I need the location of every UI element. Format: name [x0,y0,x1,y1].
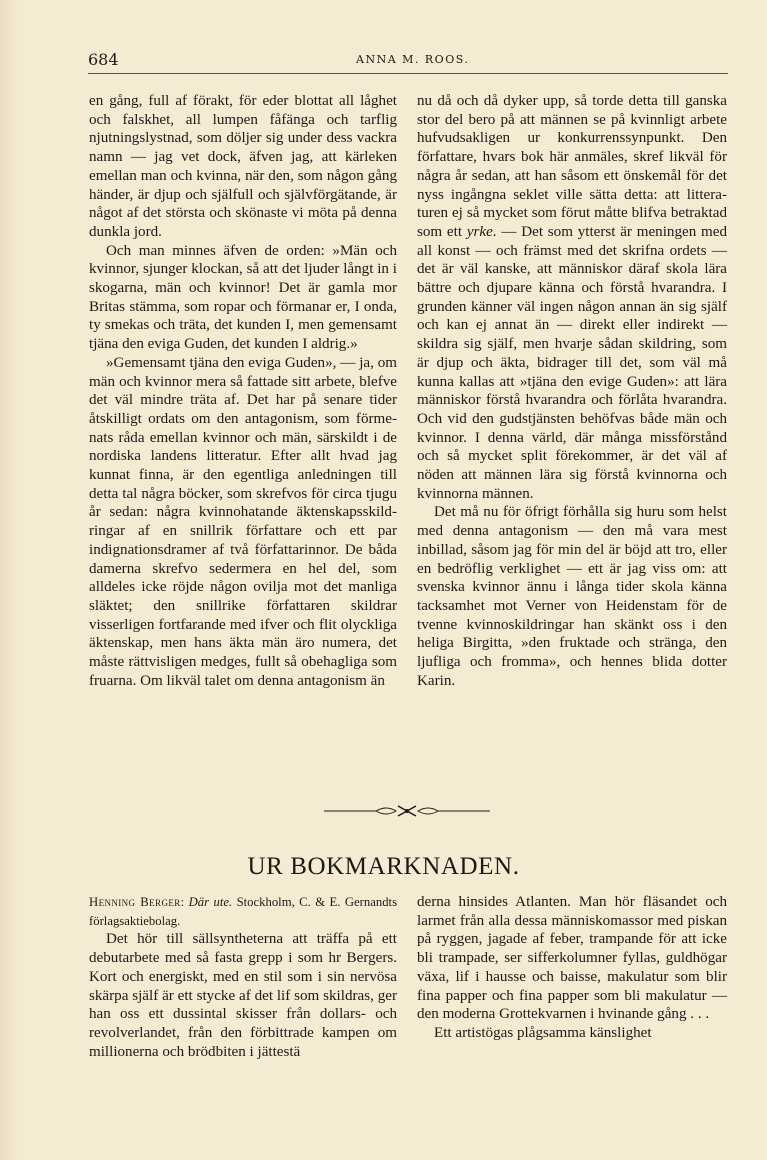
review-left-column [89,893,397,1061]
article-right-column [417,92,727,691]
section-divider-ornament [324,803,490,819]
page-header [88,50,728,72]
emphasized-word: yrke [466,223,493,240]
review-author: Henning Berger [89,895,181,909]
paragraph-text: . — Det som ytterst är meningen med all konst — och främst med det skrifna ordets — det är väl kanske, att människor däraf skola lära bättre och djupare känna och förstå hvarandra. I grunden känner väl ingen någon annan än sig själf och kan ej annat än — direkt eller indirekt — skildra sig själf, men hvarje sådan skildring, som är djup och äkta, bidrager till det, som väl må kunna kallas att »tjäna den evige Guden»: att lära människor förstå hvarandra och förlåta hvarandra. Och vid den gudstjänsten behöfvas både män och kvinnor. I denna värld, där många missförstånd och så mycket split förekommer, är det väl af nöden att männen lära sig förstå kvinnorna och kvinnorna männen. [417,223,728,502]
review-paragraph: derna hinsides Atlanten. Man hör fläsandet och larmet från alla dessa människomassor med piskan på ryggen, jagade af feber, trampande för att icke bli trampade, ser sifferkolumner fyllas, guldhögar växa, lif i hausse och baisse, makulatur som blir fina papper och fina papper som bli makulatur — den moderna Grottekvarnen i hvinande gång . . . [417,894,727,1023]
header-rule [88,73,728,74]
article-paragraph: »Gemensamt tjäna den eviga Guden», — ja, om män och kvinnor mera så fattade sitt arbete, blefve det väl mindre träta af. Det har på senare tider åtskilligt ordats om den antagonism, som förmenats råda emellan kvinnor och män, särskildt i de nordiska landens litteratur. Efter allt hvad jag kunnat finna, är den egentliga anledningen till detta tal några böcker, som skrefvos för circa tjugu år sedan: några kvinnohatande äktenskapsskildringar af en snillrik författare och ett par indignationsdramer af två författarinnor. De båda damerna skrefvo sedermera en hel del, som alldeles icke röjde någon ovilja mot det manliga släktet; den snillrike författaren skildrar visserligen fortfarande med ifver och flit olyckliga äktenskap, men hans äkta män äro numera, det måste rättvisligen medges, fullt så obehagliga som fruarna. Om likväl talet om denna antagonism än [89,354,397,689]
review-paragraph: Det hör till sällsyntheterna att träffa på ett debutarbete med så fasta grepp i som hr Bergers. Kort och energiskt, med en stil som i sin nervösa skärpa själf är ett stycke af det lif som skildras, ger han oss ett dussintal skisser från dollars- och revolverlandet, från den förbittrade kampen om millionerna och brödbiten i jättestä [89,931,397,1060]
review-right-column [417,893,727,1043]
article-paragraph: en gång, full af förakt, för eder blottat all låghet och falskhet, all lumpen fåfänga och tarflig njutningslystnad, som döljer sig under dess vackra namn — jag vet dock, äfven jag, att kärleken emellan man och kvinna, när den, som någon gång händer, är djup och själfull och självförgätande, är något af det största och skönaste vi möta på denna dunkla jord. [89,93,397,240]
section-title: UR BOKMARKNADEN. [247,853,520,880]
review-book-title: Där ute. [188,895,233,909]
article-paragraph: Det må nu för öfrigt förhålla sig huru som helst med denna antagonism — den må vara mest inbillad, såsom jag för min del är böjd att tro, eller en bedröflig verklighet — ett är jag viss om: att svenska kvinnor ännu i långa tider skola känna tacksamhet mot Verner von Heidenstam för de tvenne kvinnoskildringar han skänkt oss i den heliga Birgitta, »den fruktade och stränga, den ljufliga och fromma», och hennes blida dotter Karin. [417,504,727,689]
page-edge-shadow [0,0,18,1160]
article-paragraph: Och man minnes äfven de orden: »Män och kvinnor, sjunger klockan, så att det ljuder långt in i skogarna, män och kvinnor! Det är gamla mor Britas stämma, som ropar och förmanar er, I onda, ty smekas och träta, det kunden I, men gemensamt tjäna den eviga Guden, det kunden I aldrig.» [89,242,397,353]
paragraph-text: nu då och då dyker upp, så torde detta till ganska stor del bero på att männen se på kvinnligt arbete hufvudsakligen ur konkurrenssynpunkt. Den författare, hvars bok här anmäles, skref likväl för några år sedan, att han såsom ett önskemål för det nyss ingångna seklet ville sätta detta: att litteraturen ej så mycket som förut måtte blifva betraktad som ett [417,93,727,240]
page-number: 684 [88,50,119,69]
review-publisher: Stockholm, C. & E. Gernandts förlagsaktiebolag. [89,895,398,928]
review-heading: Henning Berger: Där ute. Stockholm, C. & E. Gernandts förlagsaktiebolag. [89,895,398,928]
article-left-column [89,92,397,691]
review-paragraph: Ett artistögas plågsamma känslighet [434,1024,652,1041]
article-paragraph [417,92,727,503]
running-head: ANNA M. ROOS. [356,53,470,66]
